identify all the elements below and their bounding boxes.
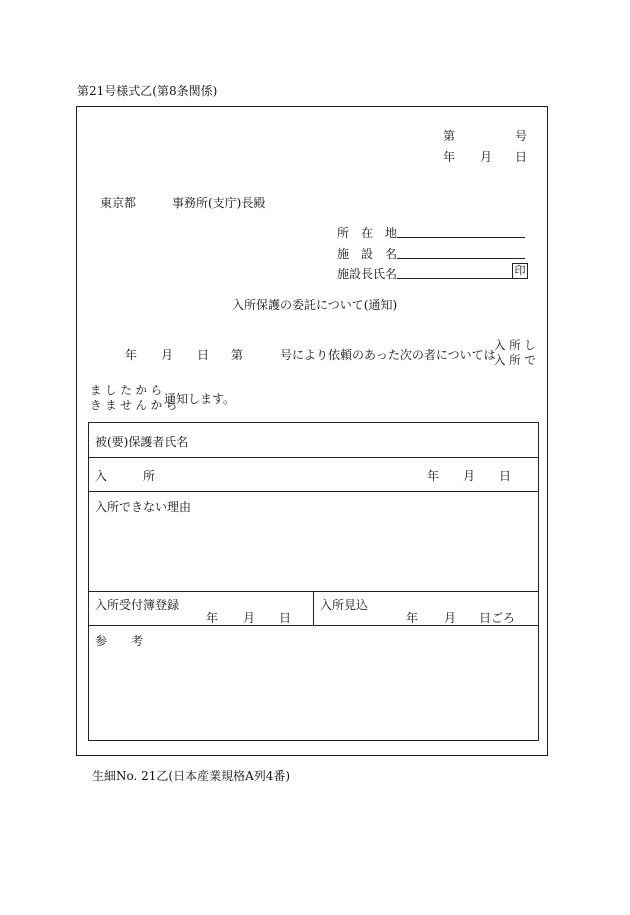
option-admitted-bottom: 入 所 で (494, 353, 536, 367)
expected-year: 年 (406, 611, 419, 625)
register-year: 年 (206, 611, 219, 625)
body-month: 月 (161, 348, 174, 362)
addressee-office: 事務所(支庁)長殿 (172, 196, 266, 210)
admission-month: 月 (463, 469, 476, 483)
address-underline (397, 237, 525, 238)
table-divider (88, 625, 539, 626)
footer-spec: 生細No. 21乙(日本産業規格A列4番) (92, 769, 291, 783)
director-underline (397, 278, 512, 279)
doc-number-prefix: 第 (443, 129, 456, 143)
protected-person-name-label: 被(要)保護者氏名 (95, 435, 189, 449)
facility-underline (397, 258, 525, 259)
director-label: 施設長氏名 (337, 267, 398, 281)
option-reason-top: ま し た か ら (90, 383, 163, 397)
expected-admission-label: 入所見込 (320, 598, 369, 612)
body-year: 年 (125, 348, 138, 362)
addressee-prefecture: 東京都 (100, 196, 137, 210)
document-title: 入所保護の委託について(通知) (232, 298, 398, 312)
admission-label: 入 所 (95, 469, 156, 483)
remarks-label: 参 考 (95, 634, 144, 648)
intake-register-label: 入所受付簿登録 (95, 598, 180, 612)
doc-number-suffix: 号 (515, 129, 528, 143)
form-number: 第21号様式乙(第8条関係) (77, 84, 218, 98)
body-notify-text: 通知します。 (164, 392, 236, 406)
body-request-text: 号により依頼のあった次の者については (280, 348, 496, 362)
register-month: 月 (243, 611, 256, 625)
admission-day: 日 (499, 469, 512, 483)
date-year: 年 (443, 150, 456, 164)
expected-month: 月 (444, 611, 457, 625)
seal-mark: 印 (512, 263, 528, 279)
rejection-reason-label: 入所できない理由 (95, 500, 192, 514)
expected-day: 日ごろ (479, 611, 516, 625)
table-column-divider (313, 591, 314, 625)
date-month: 月 (480, 150, 493, 164)
table-divider (88, 457, 539, 458)
facility-label: 施 設 名 (337, 247, 398, 261)
option-admitted-top: 入 所 し (494, 338, 536, 352)
register-day: 日 (279, 611, 292, 625)
body-no-prefix: 第 (231, 348, 244, 362)
date-day: 日 (515, 150, 528, 164)
table-divider (88, 491, 539, 492)
admission-year: 年 (427, 469, 440, 483)
address-label: 所 在 地 (337, 226, 398, 240)
body-day: 日 (197, 348, 210, 362)
option-reason-bottom: き ま せ ん か ら (90, 398, 178, 412)
